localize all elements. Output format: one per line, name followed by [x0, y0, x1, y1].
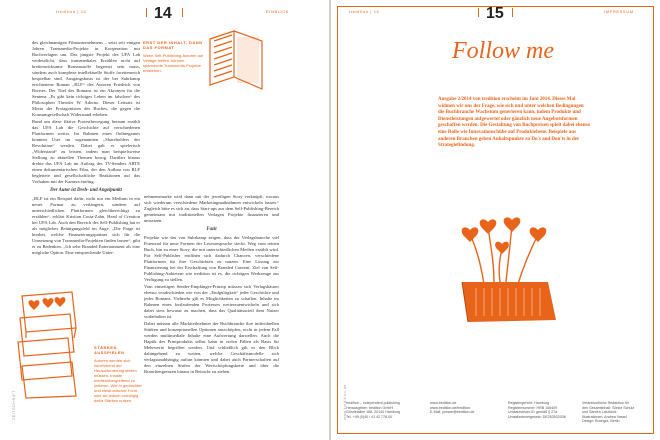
- footer-line: und Sandra Latußeck: [582, 410, 617, 414]
- vertical-label: ZEITSCHRIFT: [12, 390, 16, 420]
- footer-line: Herausgeber: tredition GmbH: [346, 405, 393, 410]
- paragraph: „RLF ist ein Beispiel dafür, nicht nur ein Medium in ein neues Format zu verlängern, sondern auf unterschiedlichen Plattformen gleichberechtigt zu erzählen“, erklärt Kristian Costa-Zahn, Head of Creation bei UFA Lab. Auch den Bereich des Self-Publishing hat er als mögliches Betätigungsfeld im Auge. „Die Frage ist hierbei, welche Finanzierungspartner sich für die Umsetzung von Transmedia-Projekten finden lassen“, gibt er zu Bedenken. „Ich sehe Branded Entertainment als eine mögliche Option. Eine entsprechende Unter-: [32, 196, 140, 255]
- footer-line: Verantwortliche Redaktion für: [582, 401, 629, 405]
- footer-editorial: [582, 401, 650, 424]
- header-separator: [478, 8, 479, 17]
- footer-publisher: [346, 401, 428, 419]
- footer-line: Umsatzsteuer-ID gemäß § 27a: [508, 410, 558, 414]
- filmstrip-book-icon: [204, 27, 270, 93]
- heart-plant-book-icon: [454, 208, 564, 326]
- right-page-number: 15: [486, 5, 504, 22]
- footer-line: www.tredition.de/tredition: [430, 405, 471, 410]
- header-separator: [146, 8, 147, 17]
- footer-line: Registernummer: HRB 106409: [508, 405, 558, 410]
- note-title: STÄRKEN AUSSPIELEN: [94, 345, 125, 355]
- footer-register: [508, 401, 578, 419]
- paragraph: Rund um diese fiktive Protestbewegung heraum erzählt das UFA Lab die Geschichte auf verschiedenen Plattformen weiter. Im Rahmen eines Onlinegames konnten User im sogenannten „Shareholders der Revolution“ werden. Dabei galt es spielerisch „Widerstand“ zu leisten, indem man beispielsweise Stellung zu aktuellen Themen bezog. Darüber hinaus drehte das UFA Lab im Auftrag des TV-Senders ARTE einen dokumentarischen Film, der den Aufbau von RLF begleitete und gesellschaftliche Reaktionen auf das Vorhaben mit der Kamera einfing.: [32, 119, 140, 184]
- paragraph: des gleichnamigen Filmunternehmens – setzt seit einigen Jahren Transmedia-Projekte in Kooperation mit Buchverlagen um. Das jüngste Projekt des UFA Lab verdeutlicht, dass transmediales Erzählen nicht auf breitenwirksame Romanstoffe begrenzt sein muss, sondern auch komplexe intellektuelle Stoffe facettenreich bespielbar sind. Ausgangsbasis ist der bei Suhrkamp erschienene Roman „RLF“ des Autoren Friedrich von Borries. Der Titel des Romans ist ein Akronym für die Sentenz „Es gibt kein richtiges Leben im falschen“ des Philosophen Theodor W. Adorno. Dieser Leitsatz ist Motto der Protagonisten des Buches, die gegen die Konsumgesellschaft Widerstand erheben.: [32, 40, 140, 117]
- paragraph: Vom einseitigen Sender-Empfänger-Prinzip müssen sich Verlagshäuser ebenso verabschieden wie von der „Endgültigkeit“ jeder Geschichte und jedes Romans. Vielmehr gilt es Möglichkeiten zu schaffen, Inhalte im Rahmen eines fortlaufenden Prozesses weiterzuentwickeln und sich dabei stets bewusst zu machen, dass das Qualitätsurteil dem Nutzer vorbehalten ist.: [144, 284, 279, 319]
- left-section-label: EINBLICK: [266, 9, 290, 14]
- paragraph: nehmensmarke wird dann mit der jeweiligen Story verknüpft, woraus sich wiederum verschiedene Marketingmaßnahmen entwickeln lassen.“ Zugleich bitte es sich an, dass Start-ups aus dem Self-Publishing-Bereich gemeinsam mit traditionellen Verlagen Projekte finanzieren und umsetzen.: [144, 194, 279, 223]
- footer-line: Registergericht: Hamburg: [508, 401, 549, 405]
- footer-line: Grindelallee 188, 20144 Hamburg: [346, 410, 400, 414]
- left-header-label: tredition | 14: [56, 9, 87, 14]
- article-column-1: [32, 40, 140, 257]
- page-title: Follow me: [452, 38, 554, 64]
- note-body: Autoren werden sich zunehmend der Herausforderung stellen müssen, Inhalte medienübergreifend zu kreieren. Wie in gedruckter und elektronischer Form sind sie jedoch vorrangig dafür Stärken nutzen.: [94, 358, 142, 403]
- intro-text: Ausgabe 2/2014 von tredition erscheint im Juni 2014. Dieses Mal widmen wir uns der Frage, wie sich und unter welchen Bedingungen die Buchbranche Wachstum generieren kann, indem Produkte und Dienstleistungen aufgewertet oder gänzlich neue Angebotsformen geschaffen werden. Die Gestaltung von Buchpreisen spielt dabei ebenso eine Rolle wie Innovationschübe auf Produktebene. Beispiele aus anderen Branchen geben Anhaltspunkte zu Do's and Don'ts in der Strategiefindung.: [438, 97, 590, 149]
- footer-line: tredition – independent publishing: [346, 401, 400, 405]
- note-title: ERST DER INHALT, DANN DAS FORMAT: [143, 40, 203, 50]
- footer-line: E-Mail: presse@tredition.de: [430, 410, 475, 414]
- footer-line: Design: Buchgut, Berlin: [582, 419, 620, 423]
- right-header-label: tredition | 15: [349, 9, 380, 14]
- stacked-books-hearts-icon: [14, 288, 86, 400]
- article-column-2: [144, 194, 279, 376]
- subheading: Fazit: [206, 227, 217, 232]
- footer-line: Tel. +49 (0)40 / 41 42 778-00: [346, 414, 393, 419]
- header-separator: [512, 8, 513, 17]
- right-section-label: IMPRESSUM: [604, 9, 634, 14]
- footer-line: den Gesamtinhalt: Sönke Schulz: [582, 405, 635, 410]
- vertical-label: www.tredition.de: [343, 384, 347, 420]
- footer-line: Umsatzsteuergesetz: DE253532036: [508, 414, 566, 419]
- note-body: Wenn Self-Publishing-Autoren auf Verlage treffen, können spannende Transmedia-Projekte entstehen.: [143, 53, 204, 73]
- subheading: Der Autor ist Dreh- und Angelpunkt: [50, 188, 122, 193]
- paragraph: Projekte wie das von Suhrkamp zeigen, dass der Verlagsbranche viel Potenzial für neue Formen der Leseransprache steckt. Weg vom reinen Buch, hin zu einer Story, die mit unterschiedlichen Medien erzählt wird. Für Self-Publisher eröffnen sich dadurch Chancen, verschiedene Plattformen für ihre Geschichten zu nutzen. Eine Lösung zur Finanzierung bei der Erschaffung von Branded Content. Ziel von Self-Publishing-Anbietern wie tredition ist es, die richtigen Werkzeuge zur Verfügung zu stellen.: [144, 235, 279, 282]
- header-separator: [182, 8, 183, 17]
- left-page-number: 14: [154, 5, 172, 22]
- footer-contact: [430, 401, 502, 415]
- paragraph: Dabei müssen alle Marktteilnehmer der Buchbranche ihre individuellen Stärken und konzeptionellen Optionen ausschöpfen, nicht in jedem Fall werden multimediale Inhalte eine Aufwertung darstellen. Auch die Haptik des Printprodukts selbst kann in vielen Fällen als Basis für Mehrwerte begriffen werden. Und schließlich gilt es den Blick dahingehend zu weiten, welche Geschäftsmodelle sich verlagsunabhängig auftun könnten und dabei auch Partnerschaften auf den einzelnen Stufen der Wertschöpfungskette und über die Branchengrenzen hinaus in Betracht zu ziehen.: [144, 321, 279, 374]
- footer-line: Illustrationen: Andrea Vasari: [582, 414, 627, 419]
- footer-line: www.tredition.de: [430, 401, 457, 405]
